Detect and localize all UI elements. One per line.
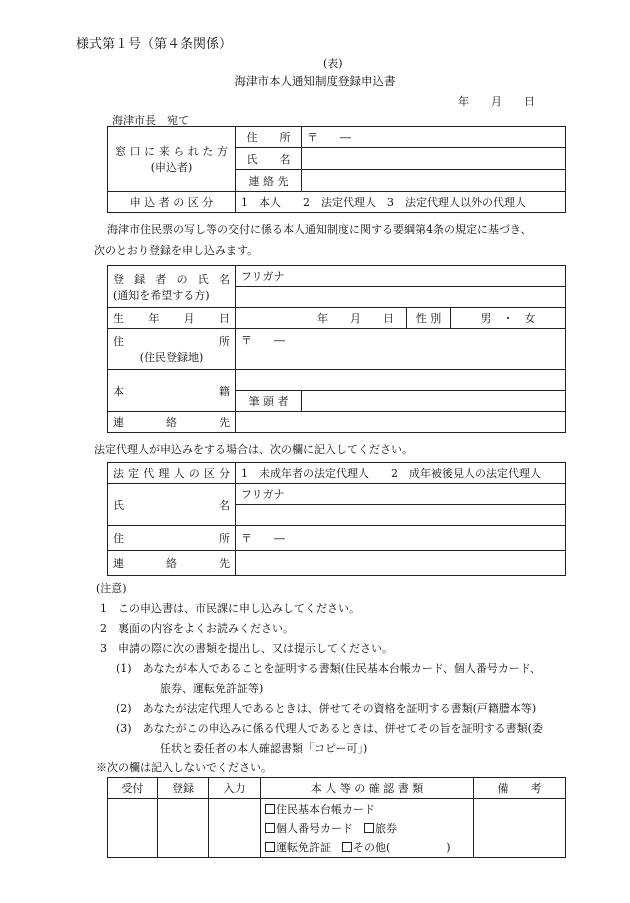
addressee: 海津市長 宛て (112, 114, 189, 127)
note-sub-1a: (1) あなたが本人であることを証明する書類(住民基本台帳カード、個人番号カード、 (116, 662, 541, 675)
registrant-dob-label: 生 年 月 日 (108, 308, 236, 329)
registrant-honseki-field[interactable] (236, 370, 566, 391)
registrant-contact-label: 連 絡 先 (108, 412, 236, 433)
office-header-uketsuke: 受付 (108, 778, 158, 799)
office-header-docs: 本 人 等 の 確 認 書 類 (261, 778, 474, 799)
office-touroku-cell (158, 799, 209, 858)
date-year: 年 (458, 95, 469, 108)
applicant-name-field[interactable] (302, 148, 566, 170)
registrant-contact-field[interactable] (236, 412, 566, 433)
registrant-name-label-cell (108, 266, 236, 308)
applicant-heading: 窓口に来られた方 (115, 145, 228, 158)
intro-line-1: 海津市住民票の写し等の交付に係る本人通知制度に関する要綱第4条の規定に基づき、 (107, 223, 532, 236)
registrant-address-sub: (住民登録地) (139, 351, 204, 364)
guardian-contact-label: 連 絡 先 (108, 551, 236, 576)
applicant-name-label: 氏 名 (236, 148, 302, 170)
registrant-name-label: 登 録 者 の 氏 名 (113, 272, 230, 286)
applicant-table (107, 126, 566, 213)
guardian-category-options[interactable]: 1 未成年者の法定代理人 2 成年被後見人の法定代理人 (236, 463, 566, 484)
applicant-category-options[interactable]: 1 本人 2 法定代理人 3 法定代理人以外の代理人 (236, 192, 566, 213)
checkbox-icon (265, 804, 275, 814)
applicant-address-field[interactable]: 〒 ― (302, 127, 566, 148)
date-month: 月 (491, 95, 502, 108)
intro-line-2: 次のとおり登録を申し込みます。 (94, 244, 259, 257)
office-header-bikou: 備 考 (474, 778, 566, 799)
note-item-2: 2 裏面の内容をよくお読みください。 (100, 622, 294, 635)
office-uketsuke-cell (108, 799, 158, 858)
registrant-name-sub: (通知を希望する方) (113, 288, 210, 302)
registrant-address-label: 住 所 (113, 335, 230, 348)
registrant-address-label-cell (108, 329, 236, 370)
note-sub-1b: 旅券、運転免許証等) (160, 682, 264, 695)
form-title: 海津市本人通知制度登録申込書 (234, 74, 396, 88)
note-item-1: 1 この申込書は、市民課に申し込みしてください。 (100, 602, 360, 615)
guardian-address-label: 住 所 (108, 526, 236, 551)
note-item-3: 3 申請の際に次の書類を提出し、又は提示してください。 (100, 642, 393, 655)
guardian-name-label: 氏 名 (108, 484, 236, 526)
date-line (458, 93, 535, 109)
office-use-notice: ※次の欄は記入しないでください。 (96, 761, 272, 774)
doc-checkbox-juki: 住民基本台帳カード (265, 800, 469, 819)
registrant-address-field[interactable]: 〒 ― (236, 329, 566, 370)
registrant-sex-options[interactable]: 男 ・ 女 (451, 308, 566, 329)
registrant-dob-field[interactable]: 年 月 日 (236, 308, 407, 329)
guardian-contact-field[interactable] (236, 551, 566, 576)
doc-checkbox-row-3: 運転免許証 その他( ) (265, 838, 469, 857)
checkbox-icon (342, 842, 352, 852)
guardian-furigana-field[interactable]: フリガナ (236, 484, 566, 505)
registrant-furigana-field[interactable]: フリガナ (236, 266, 566, 287)
registrant-honseki-label: 本 籍 (108, 370, 236, 412)
guardian-name-field[interactable] (236, 505, 566, 526)
registrant-hittousha-field[interactable] (302, 391, 566, 412)
notes-heading: (注意) (96, 582, 127, 595)
registrant-hittousha-label: 筆 頭 者 (236, 391, 302, 412)
applicant-category-label: 申 込 者 の 区 分 (108, 192, 236, 213)
office-use-table (107, 777, 566, 858)
registrant-name-field[interactable] (236, 287, 566, 308)
note-sub-3b: 任状と委任者の本人確認書類「コピー可」) (160, 742, 368, 755)
checkbox-icon (364, 823, 374, 833)
date-day: 日 (524, 95, 535, 108)
checkbox-icon (265, 842, 275, 852)
applicant-address-label: 住 所 (236, 127, 302, 148)
checkbox-icon (265, 823, 275, 833)
registrant-sex-label: 性 別 (407, 308, 451, 329)
applicant-heading-sub: (申込者) (150, 161, 193, 174)
registrant-table (107, 265, 566, 433)
guardian-notice: 法定代理人が申込みをする場合は、次の欄に記入してください。 (94, 443, 413, 456)
office-header-nyuuryoku: 入力 (209, 778, 261, 799)
guardian-category-label: 法 定 代 理 人 の 区 分 (108, 463, 236, 484)
office-docs-cell (261, 799, 474, 858)
applicant-heading-cell (108, 127, 236, 192)
guardian-table (107, 462, 566, 576)
applicant-contact-label: 連 絡 先 (236, 170, 302, 192)
note-sub-3a: (3) あなたがこの申込みに係る代理人であるときは、併せてその旨を証明する書類(委 (116, 722, 543, 735)
guardian-address-field[interactable]: 〒 ― (236, 526, 566, 551)
office-bikou-cell (474, 799, 566, 858)
doc-checkbox-row-2: 個人番号カード 旅券 (265, 819, 469, 838)
office-nyuuryoku-cell (209, 799, 261, 858)
applicant-contact-field[interactable] (302, 170, 566, 192)
side-label: (表) (323, 57, 343, 70)
form-number: 様式第１号（第４条関係） (76, 37, 233, 52)
office-header-touroku: 登録 (158, 778, 209, 799)
note-sub-2: (2) あなたが法定代理人であるときは、併せてその資格を証明する書類(戸籍謄本等) (116, 702, 537, 715)
